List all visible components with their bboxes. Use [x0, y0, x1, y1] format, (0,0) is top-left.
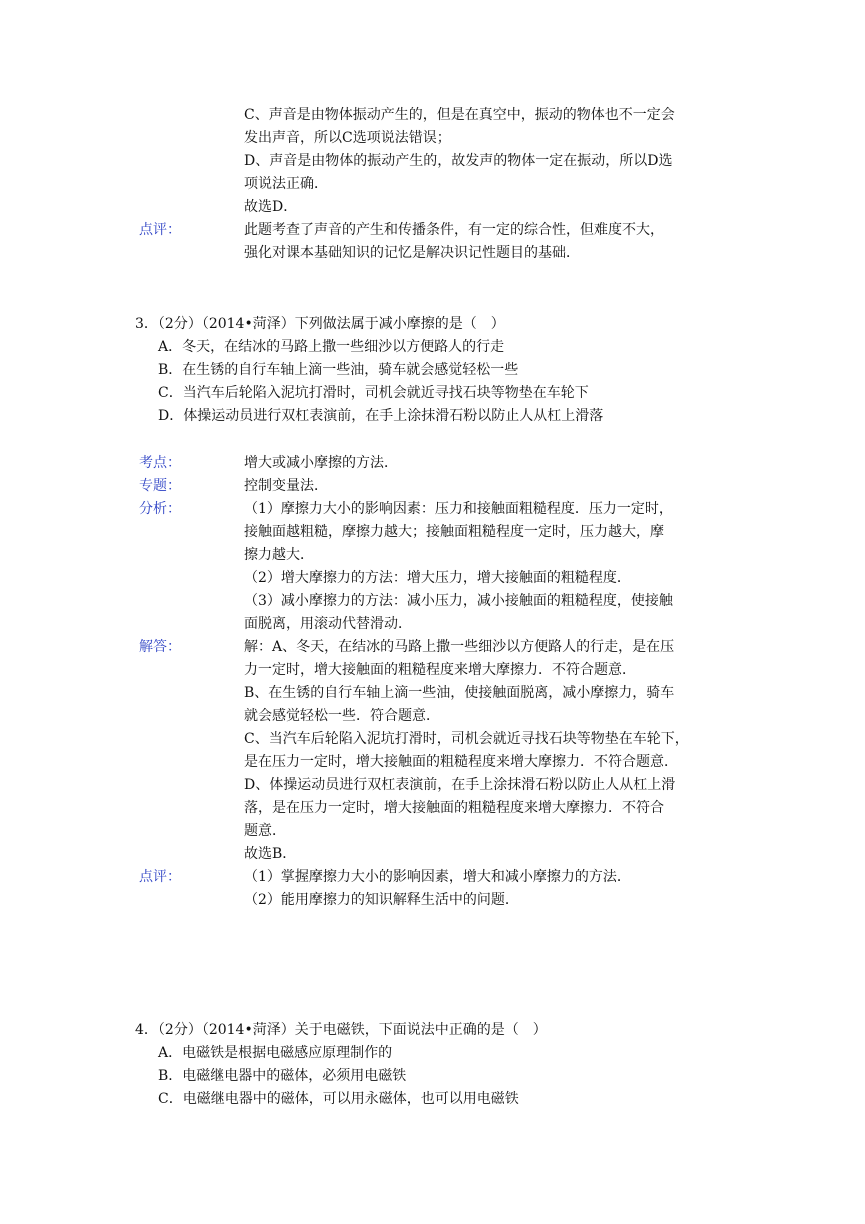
q3-dianping-label: 点评：	[139, 869, 181, 885]
q2-review-line: 此题考查了声音的产生和传播条件，有一定的综合性，但难度不大，	[244, 222, 664, 238]
q3-kaodian: 增大或减小摩擦的方法．	[244, 455, 398, 471]
q3-jieda-line: C、当汽车后轮陷入泥坑打滑时，司机会就近寻找石块等物垫在车轮下，	[244, 731, 689, 747]
q3-jieda-line: 力一定时，增大接触面的粗糙程度来增大摩擦力．不符合题意．	[244, 662, 636, 678]
q2-analysis-line: C、声音是由物体振动产生的，但是在真空中，振动的物体也不一定会	[244, 107, 675, 123]
q3-jieda-line: 是在压力一定时，增大接触面的粗糙程度来增大摩擦力．不符合题意．	[244, 754, 678, 770]
q4-option-b: B．电磁继电器中的磁体，必须用电磁铁	[158, 1068, 407, 1084]
q3-fenxi-line: （2）增大摩擦力的方法：增大压力，增大接触面的粗糙程度．	[244, 570, 631, 586]
q3-jieda-line: 就会感觉轻松一些．符合题意．	[244, 708, 440, 724]
q3-jieda-line: 落，是在压力一定时，增大接触面的粗糙程度来增大摩擦力．不符合	[244, 800, 664, 816]
q3-fenxi-line: 面脱离，用滚动代替滑动．	[244, 616, 412, 632]
q3-jieda-line: 故选B．	[244, 846, 297, 862]
q2-review-line: 强化对课本基础知识的记忆是解决识记性题目的基础．	[244, 245, 580, 261]
q2-analysis-line: D、声音是由物体的振动产生的，故发声的物体一定在振动，所以D选	[244, 153, 673, 169]
q4-option-c: C．电磁继电器中的磁体，可以用永磁体，也可以用电磁铁	[158, 1091, 519, 1107]
q4-stem: 4．（2分）（2014•菏泽）关于电磁铁，下面说法中正确的是（ ）	[135, 1022, 547, 1038]
q2-analysis-line: 发出声音，所以C选项说法错误；	[244, 130, 451, 146]
q3-zhuanti: 控制变量法．	[244, 478, 328, 494]
q3-jieda-line: 解：A、冬天，在结冰的马路上撒一些细沙以方便路人的行走，是在压	[244, 639, 675, 655]
q3-option-d: D．体操运动员进行双杠表演前，在手上涂抹滑石粉以防止人从杠上滑落	[158, 408, 604, 424]
q2-analysis-line: 故选D．	[244, 199, 298, 215]
q3-stem: 3．（2分）（2014•菏泽）下列做法属于减小摩擦的是（ ）	[135, 316, 505, 332]
q2-analysis-line: 项说法正确．	[244, 176, 328, 192]
q3-kaodian-label: 考点：	[139, 455, 181, 471]
q3-dianping-line: （1）掌握摩擦力大小的影响因素，增大和减小摩擦力的方法．	[244, 869, 631, 885]
q3-jieda-line: 题意．	[244, 823, 286, 839]
q3-option-b: B．在生锈的自行车轴上滴一些油，骑车就会感觉轻松一些	[158, 362, 519, 378]
q3-jieda-label: 解答：	[139, 639, 181, 655]
q3-fenxi-line: （3）减小摩擦力的方法：减小压力，减小接触面的粗糙程度，使接触	[244, 593, 673, 609]
q3-option-c: C．当汽车后轮陷入泥坑打滑时，司机会就近寻找石块等物垫在车轮下	[158, 385, 589, 401]
q3-option-a: A．冬天，在结冰的马路上撒一些细沙以方便路人的行走	[158, 339, 505, 355]
q3-jieda-line: B、在生锈的自行车轴上滴一些油，使接触面脱离，减小摩擦力，骑车	[244, 685, 675, 701]
q3-dianping-line: （2）能用摩擦力的知识解释生活中的问题．	[244, 892, 519, 908]
q3-jieda-line: D、体操运动员进行双杠表演前，在手上涂抹滑石粉以防止人从杠上滑	[244, 777, 676, 793]
q3-fenxi-label: 分析：	[139, 501, 181, 517]
q4-option-a: A．电磁铁是根据电磁感应原理制作的	[158, 1045, 393, 1061]
q3-zhuanti-label: 专题：	[139, 478, 181, 494]
q3-fenxi-line: （1）摩擦力大小的影响因素：压力和接触面粗糙程度．压力一定时，	[244, 501, 673, 517]
q2-review-label: 点评：	[139, 222, 181, 238]
q3-fenxi-line: 接触面越粗糙，摩擦力越大；接触面粗糙程度一定时，压力越大，摩	[244, 524, 664, 540]
q3-fenxi-line: 擦力越大．	[244, 547, 314, 563]
